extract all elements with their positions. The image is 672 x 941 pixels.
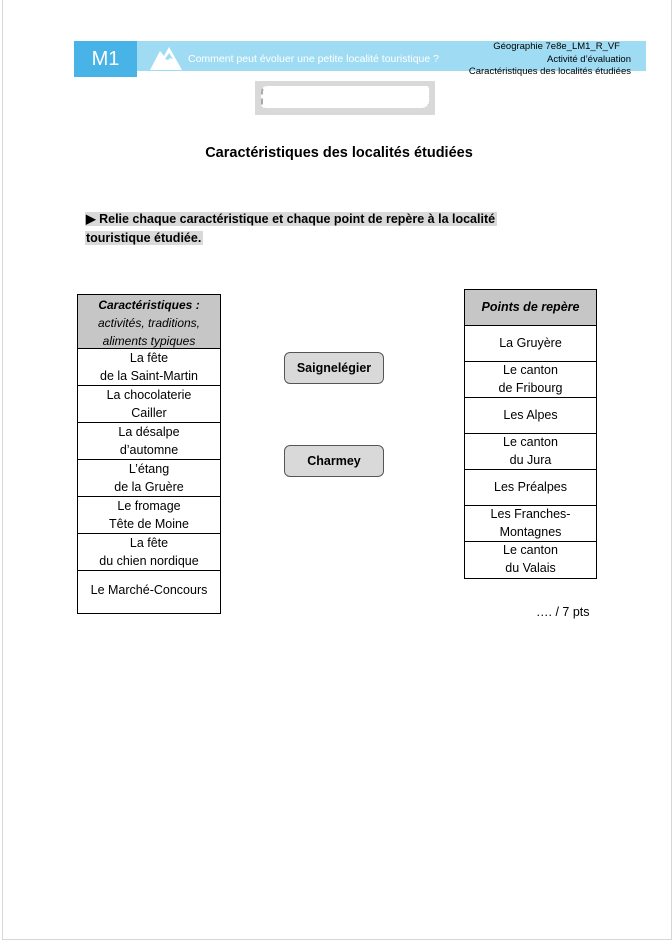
characteristic-item[interactable] — [78, 571, 220, 613]
module-question: Comment peut évoluer une petite localité touristique ? — [188, 53, 439, 65]
item-line: La fête — [129, 351, 169, 365]
item-line: Montagnes — [499, 524, 562, 539]
reference-course: Géographie 7e8e_LM1_R_VF — [493, 41, 620, 52]
landmark-item[interactable] — [465, 398, 596, 434]
item-line: L’étang — [128, 462, 170, 476]
header-line: activités, traditions, — [97, 316, 201, 330]
item-line: de la Saint-Martin — [100, 368, 198, 383]
item-line: La désalpe — [118, 425, 180, 439]
item-line: Cailler — [131, 405, 167, 420]
characteristic-item[interactable] — [78, 386, 220, 423]
item-line: Le canton — [503, 363, 558, 377]
characteristics-header — [78, 295, 220, 349]
instruction-line: touristique étudiée. — [86, 231, 202, 245]
item-line: du Jura — [509, 452, 552, 467]
item-line: Le Marché-Concours — [90, 583, 208, 597]
item-line: d’automne — [119, 442, 179, 457]
item-line: Les Préalpes — [494, 480, 567, 494]
landmark-item[interactable] — [465, 326, 596, 362]
landmark-item[interactable] — [465, 542, 596, 578]
header-line: Caractéristiques : — [98, 298, 200, 312]
student-name-field[interactable] — [255, 81, 435, 115]
mountain-icon — [149, 45, 183, 71]
item-line: La chocolaterie — [106, 388, 192, 402]
item-line: Les Alpes — [503, 408, 558, 422]
module-badge: M1 — [74, 41, 137, 77]
item-line: Le canton — [503, 435, 558, 449]
characteristic-item[interactable] — [78, 349, 220, 386]
locality-saignelegier[interactable]: Saignelégier — [284, 352, 384, 384]
student-name-blank[interactable] — [261, 86, 430, 108]
item-line: du chien nordique — [99, 553, 199, 568]
characteristics-table — [77, 294, 221, 614]
characteristic-item[interactable] — [78, 460, 220, 497]
characteristic-item[interactable] — [78, 534, 220, 571]
item-line: Le fromage — [117, 499, 181, 513]
landmark-item[interactable] — [465, 470, 596, 506]
item-line: La Gruyère — [499, 336, 562, 350]
landmarks-table — [464, 289, 597, 579]
item-line: Les Franches- — [490, 507, 571, 521]
page-title: Caractéristiques des localités étudiées — [205, 145, 473, 161]
item-line: Tête de Moine — [109, 516, 189, 531]
instruction-line: ▶ Relie chaque caractéristique et chaque point de repère à la localité — [86, 212, 496, 226]
page — [2, 0, 672, 940]
instruction — [85, 210, 497, 248]
reference-topic: Caractéristiques des localités étudiées — [468, 66, 631, 77]
item-line: du Valais — [505, 560, 556, 575]
item-line: de la Gruère — [114, 479, 184, 494]
locality-charmey[interactable]: Charmey — [284, 445, 384, 477]
characteristic-item[interactable] — [78, 423, 220, 460]
landmark-item[interactable] — [465, 362, 596, 398]
reference-activity: Activité d’évaluation — [547, 53, 631, 65]
document-reference — [469, 41, 631, 79]
characteristic-item[interactable] — [78, 497, 220, 534]
item-line: Le canton — [503, 543, 558, 557]
item-line: de Fribourg — [498, 380, 563, 395]
item-line: La fête — [129, 536, 169, 550]
landmark-item[interactable] — [465, 506, 596, 542]
landmark-item[interactable] — [465, 434, 596, 470]
header-line: aliments typiques — [102, 334, 196, 348]
landmarks-header: Points de repère — [465, 290, 596, 326]
score: …. / 7 pts — [536, 605, 590, 619]
